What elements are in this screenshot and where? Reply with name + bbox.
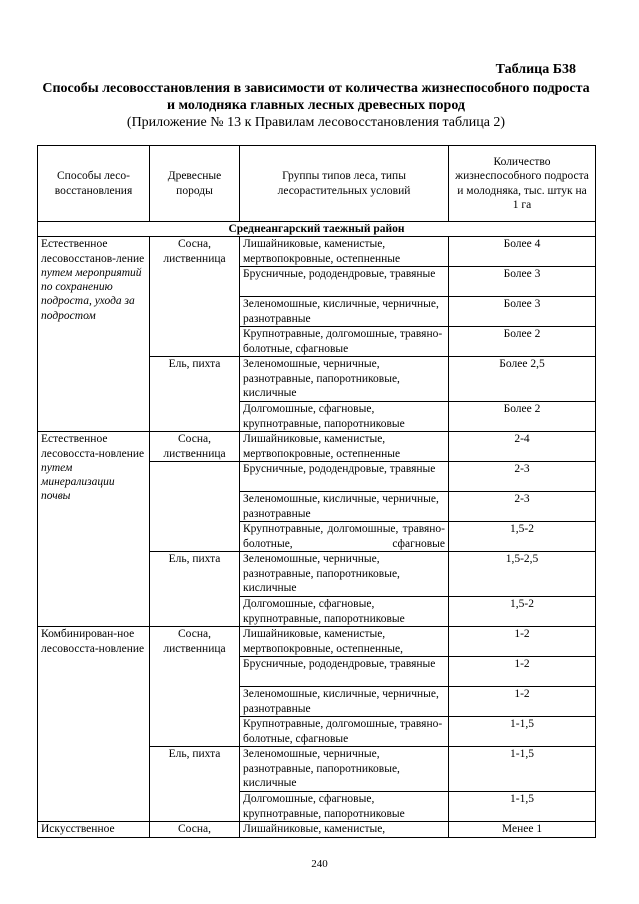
forest-group-cell: Крупнотравные, долгомошные, травяно-болотные, сфагновые xyxy=(240,717,449,747)
quantity-cell: Более 2,5 xyxy=(449,357,596,402)
quantity-cell: Более 2 xyxy=(449,402,596,432)
forest-group-cell: Крупнотравные, долгомошные, травяно-болотные, сфагновые xyxy=(240,327,449,357)
method-italic-text: путем мероприятий по сохранению подроста, ухода за подростом xyxy=(41,266,142,322)
quantity-cell: 1-2 xyxy=(449,657,596,687)
forest-group-cell: Лишайниковые, каменистые, мертвопокровные, остепненные, xyxy=(240,627,449,657)
forest-group-cell: Лишайниковые, каменистые, мертвопокровные, остепненные xyxy=(240,432,449,462)
forest-group-cell: Брусничные, рододендровые, травяные xyxy=(240,267,449,297)
table-row xyxy=(38,237,596,267)
method-italic-text: путем минерализации почвы xyxy=(41,461,115,503)
quantity-cell: Более 3 xyxy=(449,267,596,297)
species-cell: Сосна, xyxy=(150,822,240,838)
species-cell-empty xyxy=(150,462,240,552)
forest-group-cell: Зеленомошные, кисличные, черничные, разнотравные xyxy=(240,687,449,717)
forest-group-cell: Лишайниковые, каменистые, xyxy=(240,822,449,838)
forest-group-cell: Зеленомошные, черничные, разнотравные, папоротниковые, кисличные xyxy=(240,747,449,792)
quantity-cell: 2-4 xyxy=(449,432,596,462)
species-cell: Сосна, лиственница xyxy=(150,237,240,357)
method-text: Естественное лесовосста-новление xyxy=(41,433,145,460)
table-title: Способы лесовосстановления в зависимости от количества жизнеспособного подроста и молодняка главных лесных древесных пород xyxy=(42,81,590,113)
table-subtitle: (Приложение № 13 к Правилам лесовосстановления таблица 2) xyxy=(126,115,506,130)
method-cell: Искусственное xyxy=(38,822,150,838)
header-method: Способы лесо-восстановления xyxy=(38,146,150,222)
quantity-cell: Менее 1 xyxy=(449,822,596,838)
quantity-cell: 1-1,5 xyxy=(449,792,596,822)
method-cell xyxy=(38,627,150,822)
table-row xyxy=(38,627,596,657)
forest-group-cell: Долгомошные, сфагновые, крупнотравные, папоротниковые xyxy=(240,402,449,432)
region-name: Среднеангарский таежный район xyxy=(38,222,596,237)
species-cell: Ель, пихта xyxy=(150,357,240,432)
quantity-cell: Более 4 xyxy=(449,237,596,267)
quantity-cell: 1,5-2 xyxy=(449,522,596,552)
header-species: Древесные породы xyxy=(150,146,240,222)
quantity-cell: Более 2 xyxy=(449,327,596,357)
header-row xyxy=(38,146,596,222)
species-cell: Ель, пихта xyxy=(150,552,240,627)
forest-group-cell: Брусничные, рододендровые, травяные xyxy=(240,657,449,687)
forest-group-cell: Крупнотравные, долгомошные, травяно-болотные, сфагновые xyxy=(240,522,449,552)
method-cell xyxy=(38,432,150,627)
method-text: Естественное лесовосстанов-ление xyxy=(41,238,145,265)
reforestation-table xyxy=(37,145,596,838)
forest-group-cell: Долгомошные, сфагновые, крупнотравные, папоротниковые xyxy=(240,597,449,627)
quantity-cell: 2-3 xyxy=(449,462,596,492)
species-cell: Ель, пихта xyxy=(150,747,240,822)
quantity-cell: 1-2 xyxy=(449,627,596,657)
quantity-cell: 1-1,5 xyxy=(449,717,596,747)
page-number: 240 xyxy=(311,858,328,870)
quantity-cell: 1,5-2,5 xyxy=(449,552,596,597)
forest-group-cell: Долгомошные, сфагновые, крупнотравные, папоротниковые xyxy=(240,792,449,822)
table-row xyxy=(38,432,596,462)
quantity-cell: 1,5-2 xyxy=(449,597,596,627)
species-cell: Сосна, лиственница xyxy=(150,432,240,462)
forest-group-cell: Зеленомошные, черничные, разнотравные, папоротниковые, кисличные xyxy=(240,357,449,402)
quantity-cell: 1-1,5 xyxy=(449,747,596,792)
method-text: Комбинирован-ное лесовосста-новление xyxy=(41,628,145,655)
region-row xyxy=(38,222,596,237)
forest-group-cell: Зеленомошные, кисличные, черничные, разнотравные xyxy=(240,492,449,522)
forest-group-cell: Зеленомошные, кисличные, черничные, разнотравные xyxy=(240,297,449,327)
header-quantity: Количество жизнеспособного подроста и молодняка, тыс. штук на 1 га xyxy=(449,146,596,222)
forest-group-cell: Брусничные, рододендровые, травяные xyxy=(240,462,449,492)
header-forest-group: Группы типов леса, типы лесорастительных условий xyxy=(240,146,449,222)
table-row xyxy=(38,822,596,838)
forest-group-cell: Зеленомошные, черничные, разнотравные, папоротниковые, кисличные xyxy=(240,552,449,597)
quantity-cell: 1-2 xyxy=(449,687,596,717)
species-cell: Сосна, лиственница xyxy=(150,627,240,747)
quantity-cell: Более 3 xyxy=(449,297,596,327)
method-cell xyxy=(38,237,150,432)
quantity-cell: 2-3 xyxy=(449,492,596,522)
table-label: Таблица Б38 xyxy=(495,62,576,77)
forest-group-cell: Лишайниковые, каменистые, мертвопокровные, остепненные xyxy=(240,237,449,267)
